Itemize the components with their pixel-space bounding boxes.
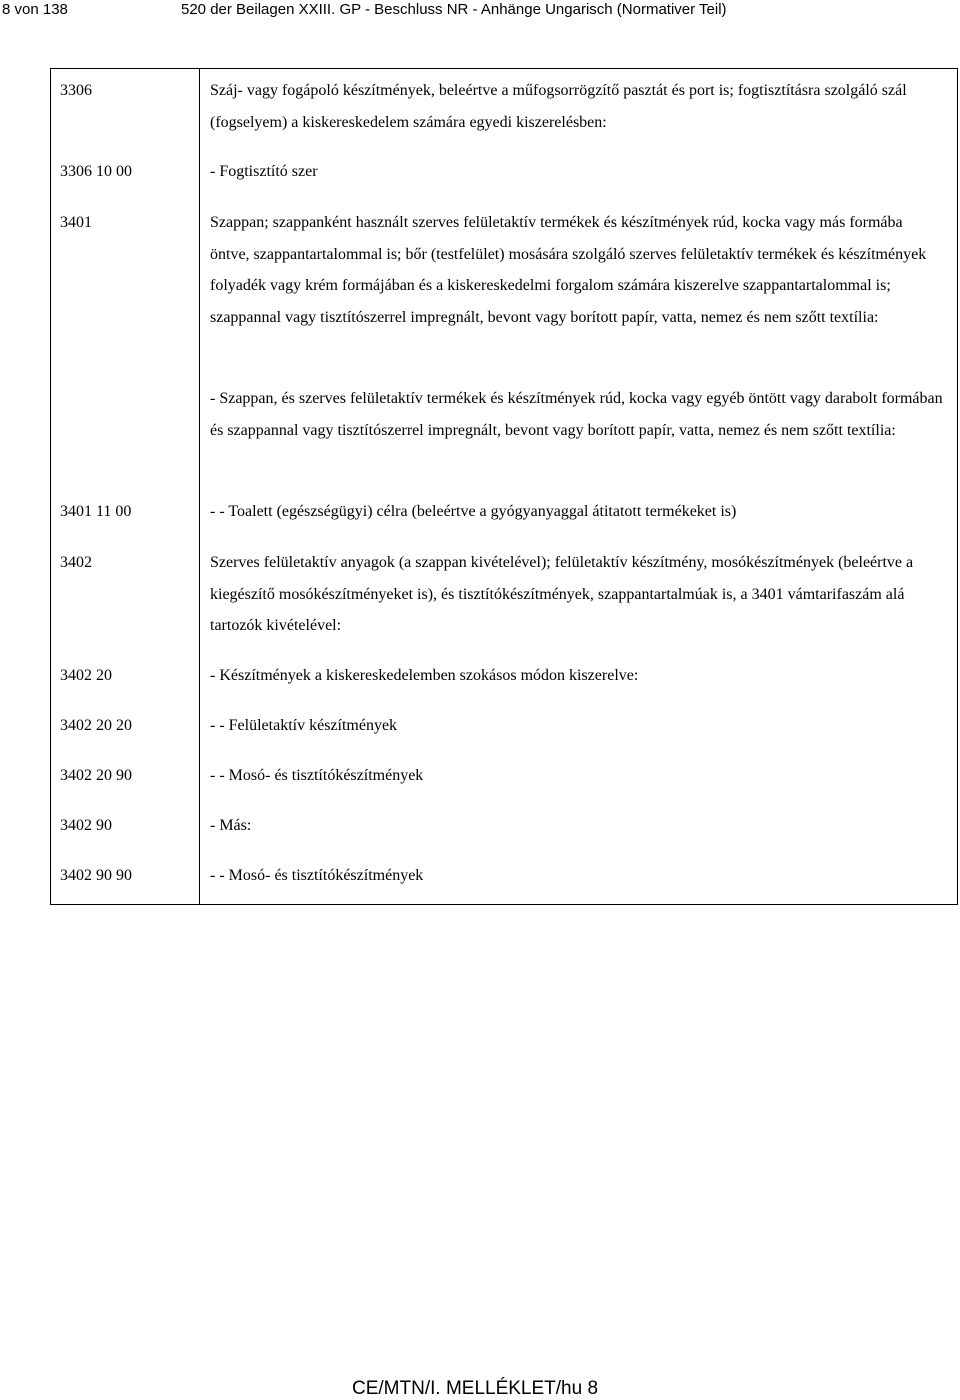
tariff-code: 3401 11 00 <box>60 503 132 520</box>
tariff-description: - - Mosó- és tisztítókészítmények <box>210 867 424 884</box>
tariff-code: 3306 10 00 <box>60 163 132 180</box>
tariff-description: - - Toalett (egészségügyi) célra (beleértve a gyógyanyaggal átitatott termékeket is) <box>210 503 737 520</box>
tariff-table <box>50 68 958 905</box>
tariff-code: 3402 90 90 <box>60 867 132 884</box>
tariff-description: Szappan; szappanként használt szerves felületaktív termékek és készítmények rúd, kocka vagy más formába öntve, szappantartalommal is; bőr (testfelület) mosására szolgáló szerves felületaktív termékek és készítmények folyadék vagy krém formájában és a kiskereskedelmi forgalom számára kiszerelve szappantartalommal is; szappannal vagy tisztítószerrel impregnált, bevont vagy borított papír, vatta, nemez és nem szőtt textília: <box>210 214 927 326</box>
tariff-description: - - Mosó- és tisztítókészítmények <box>210 767 424 784</box>
tariff-description: - Készítmények a kiskereskedelemben szokásos módon kiszerelve: <box>210 667 639 684</box>
tariff-code: 3402 <box>60 554 92 571</box>
tariff-description: - - Felületaktív készítmények <box>210 717 398 734</box>
tariff-description: - Fogtisztító szer <box>210 163 318 180</box>
column-divider <box>199 69 200 904</box>
tariff-description: Száj- vagy fogápoló készítmények, beleértve a műfogsorrögzítő pasztát és port is; fogtisztításra szolgáló szál (fogselyem) a kiskereskedelem számára egyedi kiszerelésben: <box>210 82 907 131</box>
page-footer: CE/MTN/I. MELLÉKLET/hu 8 <box>352 1378 599 1399</box>
page-number: 8 von 138 <box>2 1 68 18</box>
tariff-description: - Más: <box>210 817 252 834</box>
tariff-code: 3402 20 <box>60 667 112 684</box>
page-header <box>0 0 960 20</box>
tariff-description: - Szappan, és szerves felületaktív termékek és készítmények rúd, kocka vagy egyéb öntött vagy darabolt formában és szappannal vagy tisztítószerrel impregnált, bevont vagy borított papír, vatta, nemez és nem szőtt textília: <box>210 390 943 439</box>
tariff-code: 3402 20 90 <box>60 767 132 784</box>
document-title: 520 der Beilagen XXIII. GP - Beschluss NR - Anhänge Ungarisch (Normativer Teil) <box>181 1 727 18</box>
tariff-code: 3306 <box>60 82 92 99</box>
tariff-code: 3402 90 <box>60 817 112 834</box>
tariff-code: 3401 <box>60 214 92 231</box>
tariff-description: Szerves felületaktív anyagok (a szappan kivételével); felületaktív készítmény, mosókészítmények (beleértve a kiegészítő mosókészítményeket is), és tisztítókészítmények, szappantartalmúak is, a 3401 vámtarifaszám alá tartozók kivételével: <box>210 554 914 634</box>
tariff-code: 3402 20 20 <box>60 717 132 734</box>
